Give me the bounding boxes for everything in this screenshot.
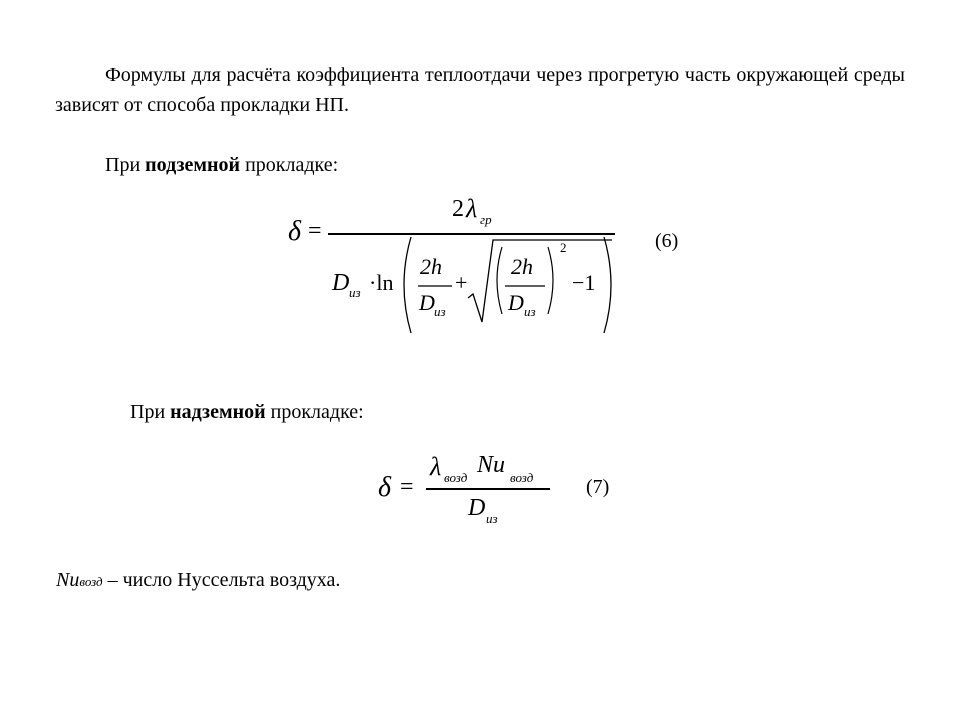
sqrt-fraction-numerator: 2h <box>511 254 533 279</box>
inner-right-paren <box>548 247 553 314</box>
fraction-denominator-subscript: из <box>434 304 446 319</box>
fraction-denominator-d: D <box>419 290 435 315</box>
underground-prefix: При <box>105 154 146 176</box>
definition-subscript: возд <box>79 574 103 589</box>
plus-sign: + <box>455 270 468 295</box>
lambda-symbol-7: λ <box>430 452 442 481</box>
fraction-numerator: 2h <box>420 254 442 279</box>
exponent: 2 <box>560 240 567 255</box>
diameter-subscript: из <box>349 285 361 300</box>
underground-heading <box>105 150 338 180</box>
formula-7 <box>370 448 650 538</box>
diameter-subscript-7: из <box>486 511 498 526</box>
lambda-subscript: гр <box>480 212 492 227</box>
lambda-symbol: λ <box>466 194 478 223</box>
formula-6-strokes <box>280 190 700 340</box>
sqrt-fraction-denominator-d: D <box>508 290 524 315</box>
diameter-symbol: D <box>332 270 350 296</box>
inner-left-paren <box>497 247 502 314</box>
aboveground-suffix: прокладке: <box>265 401 364 423</box>
nusselt-subscript-7: возд <box>510 470 534 485</box>
equation-number-6: (6) <box>655 230 679 252</box>
equals-sign-7: = <box>400 474 414 500</box>
underground-keyword: подземной <box>145 154 241 176</box>
formula-6 <box>280 190 700 340</box>
minus-one: −1 <box>572 270 596 295</box>
ln-operator: ·ln <box>369 270 394 295</box>
lambda-subscript-7: возд <box>444 470 468 485</box>
intro-paragraph: Формулы для расчёта коэффициента теплоотдачи через прогретую часть окружающей среды зависят от способа прокладки НП. <box>55 64 905 116</box>
nusselt-symbol-7: Nu <box>477 452 506 478</box>
delta-symbol-7: δ <box>378 472 392 503</box>
big-right-paren <box>604 237 611 333</box>
equals-sign: = <box>308 218 322 244</box>
delta-symbol: δ <box>288 216 302 247</box>
fraction-bar-7 <box>426 488 550 490</box>
nusselt-definition <box>56 565 340 597</box>
sqrt-fraction-denominator-subscript: из <box>524 304 536 319</box>
definition-text: – число Нуссельта воздуха. <box>102 569 341 591</box>
diameter-symbol-7: D <box>468 495 486 521</box>
definition-symbol: Nu <box>56 569 80 591</box>
big-left-paren <box>404 237 411 333</box>
numerator-coefficient: 2 <box>452 196 464 222</box>
underground-suffix: прокладке: <box>240 154 339 176</box>
equation-number-7: (7) <box>586 476 610 498</box>
aboveground-keyword: надземной <box>170 401 266 423</box>
aboveground-prefix: При <box>130 401 171 423</box>
aboveground-heading <box>130 397 364 427</box>
